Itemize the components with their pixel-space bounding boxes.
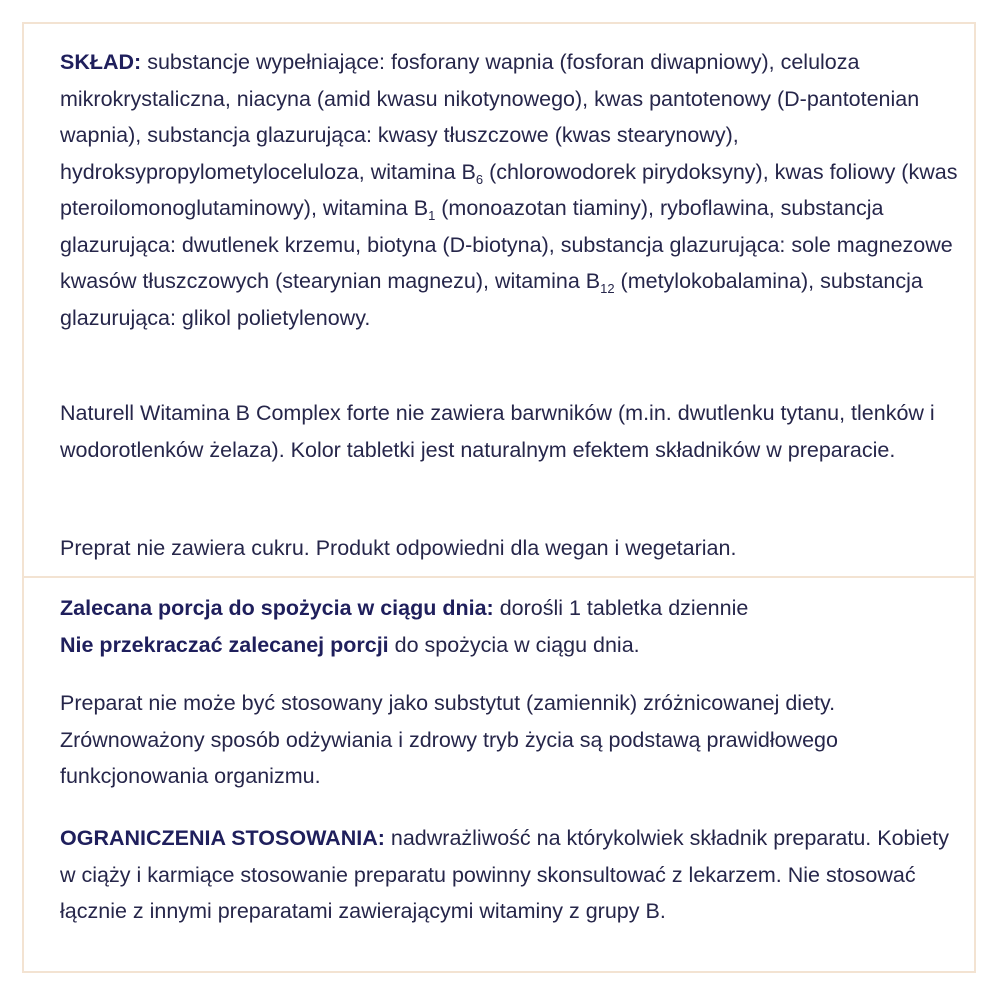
composition-text-3: (monoazotan tiaminy), ryboflawina, substancja glazurująca: dwutlenek krzemu, biotyna (D-biotyna), substancja glazurująca: sole magnezowe kwasów tłuszczowych (stearynian magnezu), witamina B xyxy=(60,196,953,293)
dosage-text: dorośli 1 tabletka dziennie xyxy=(493,596,749,620)
vitamin-b12-subscript: 12 xyxy=(600,281,615,296)
restrictions-text: nadwrażliwość na którykolwiek składnik preparatu. Kobiety w ciąży i karmiące stosowanie preparatu powinny skonsultować z lekarzem. Nie stosować łącznie z innymi preparatami zawierającymi witaminy z grupy B. xyxy=(60,826,949,923)
composition-text-1: substancje wypełniające: fosforany wapnia (fosforan diwapniowy), celuloza mikrokrystaliczna, niacyna (amid kwasu nikotynowego), kwas pantotenowy (D-pantotenian wapnia), substancja glazurująca: kwasy tłuszczowe (kwas stearynowy), hydroksypropylometyloceluloza, witamina B xyxy=(60,50,920,184)
dosage-warning-label: Nie przekraczać zalecanej porcji xyxy=(60,632,389,657)
composition-text-2: (chlorowodorek pirydoksyny), kwas foliowy (kwas pteroilomonoglutaminowy), witamina B xyxy=(60,159,958,220)
composition-heading: SKŁAD: xyxy=(60,50,142,74)
vitamin-b6-subscript: 6 xyxy=(475,171,484,187)
section-divider xyxy=(22,576,976,578)
restrictions-paragraph xyxy=(60,820,960,930)
colorant-note: Naturell Witamina B Complex forte nie zawiera barwników (m.in. dwutlenku tytanu, tlenków i wodorotlenków żelaza). Kolor tabletki jest naturalnym efektem składników w preparacie. xyxy=(60,401,935,462)
sugar-note: Preprat nie zawiera cukru. Produkt odpowiedni dla wegan i wegetarian. xyxy=(60,536,737,560)
diet-note: Preparat nie może być stosowany jako substytut (zamiennik) zróżnicowanej diety. Zrównoważony sposób odżywiania i zdrowy tryb życia są podstawą prawidłowego funkcjonowania organizmu. xyxy=(60,691,838,788)
dosage-warning-text: do spożycia w ciągu dnia. xyxy=(388,632,640,657)
dosage-paragraph xyxy=(60,590,960,663)
restrictions-heading: OGRANICZENIA STOSOWANIA: xyxy=(60,826,385,850)
dosage-label: Zalecana porcja do spożycia w ciągu dnia: xyxy=(60,596,494,620)
vitamin-b1-subscript: 1 xyxy=(428,208,436,223)
composition-text-4: (metylokobalamina), substancja glazurująca: glikol polietylenowy. xyxy=(60,269,923,330)
composition-paragraph xyxy=(60,44,960,336)
